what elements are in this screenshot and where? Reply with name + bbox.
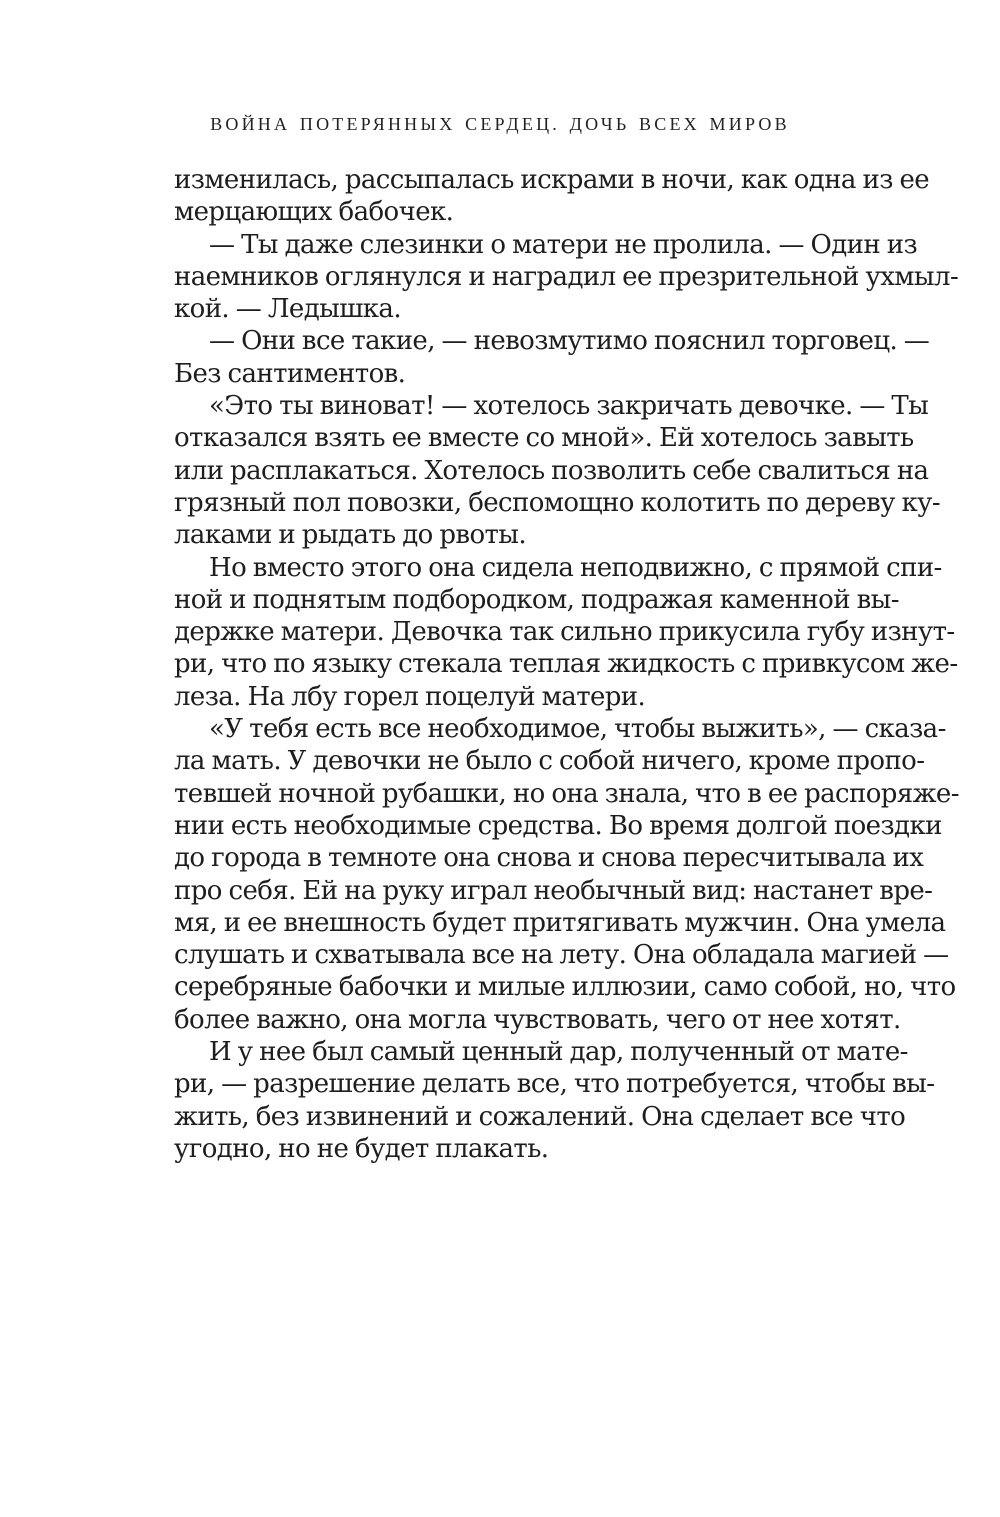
text-line: Но вместо этого она сидела неподвижно, с прямой спи- xyxy=(209,552,942,583)
text-line: серебряные бабочки и милые иллюзии, само собой, но, что xyxy=(174,972,956,1003)
text-line: или расплакаться. Хотелось позволить себе свалиться на xyxy=(174,455,929,486)
text-line: держке матери. Девочка так сильно прикусила губу изнут- xyxy=(174,617,955,648)
text-line: ной и поднятым подбородком, подражая каменной вы- xyxy=(174,584,899,615)
text-line: ри, — разрешение делать все, что потребуется, чтобы вы- xyxy=(174,1069,935,1100)
text-line: — Ты даже слезинки о матери не пролила. — Один из xyxy=(209,229,918,260)
text-line: слушать и схватывала все на лету. Она обладала магией — xyxy=(174,940,949,971)
text-line: «У тебя есть все необходимое, чтобы выжить», — сказа- xyxy=(209,714,946,745)
text-line: тевшей ночной рубашки, но она знала, что в ее распоряже- xyxy=(174,778,959,809)
text-line: жить, без извинений и сожалений. Она сделает все что xyxy=(174,1101,906,1132)
text-line: грязный пол повозки, беспомощно колотить по дереву ку- xyxy=(174,487,941,518)
running-header: ВОЙНА ПОТЕРЯННЫХ СЕРДЕЦ. ДОЧЬ ВСЕХ МИРОВ xyxy=(210,114,790,134)
text-line: про себя. Ей на руку играл необычный вид: настанет вре- xyxy=(174,875,933,906)
text-line: мя, и ее внешность будет притягивать мужчин. Она умела xyxy=(174,907,946,938)
text-line: лаками и рыдать до рвоты. xyxy=(174,520,527,551)
text-line: ла мать. У девочки не было с собой ничего, кроме пропо- xyxy=(174,746,925,777)
text-line: И у нее был самый ценный дар, полученный от мате- xyxy=(209,1037,908,1068)
text-line: мерцающих бабочек. xyxy=(174,197,454,228)
text-line: «Это ты виноват! — хотелось закричать девочке. — Ты xyxy=(209,391,929,422)
text-line: более важно, она могла чувствовать, чего от нее хотят. xyxy=(174,1004,901,1035)
page-body xyxy=(174,164,959,1165)
text-line: ри, что по языку стекала теплая жидкость с привкусом же- xyxy=(174,649,958,680)
text-line: наемников оглянулся и наградил ее презрительной ухмыл- xyxy=(174,261,959,292)
text-line: угодно, но не будет плакать. xyxy=(174,1133,549,1164)
text-line: леза. На лбу горел поцелуй матери. xyxy=(174,681,646,712)
text-line: — Они все такие, — невозмутимо пояснил торговец. — xyxy=(209,326,930,357)
text-line: отказался взять ее вместе со мной». Ей хотелось завыть xyxy=(174,423,914,454)
text-line: кой. — Ледышка. xyxy=(174,294,401,325)
text-line: до города в темноте она снова и снова пересчитывала их xyxy=(174,843,924,874)
text-line: Без сантиментов. xyxy=(174,358,406,389)
text-line: нии есть необходимые средства. Во время долгой поездки xyxy=(174,810,942,841)
text-line: изменилась, рассыпалась искрами в ночи, как одна из ее xyxy=(174,165,930,195)
